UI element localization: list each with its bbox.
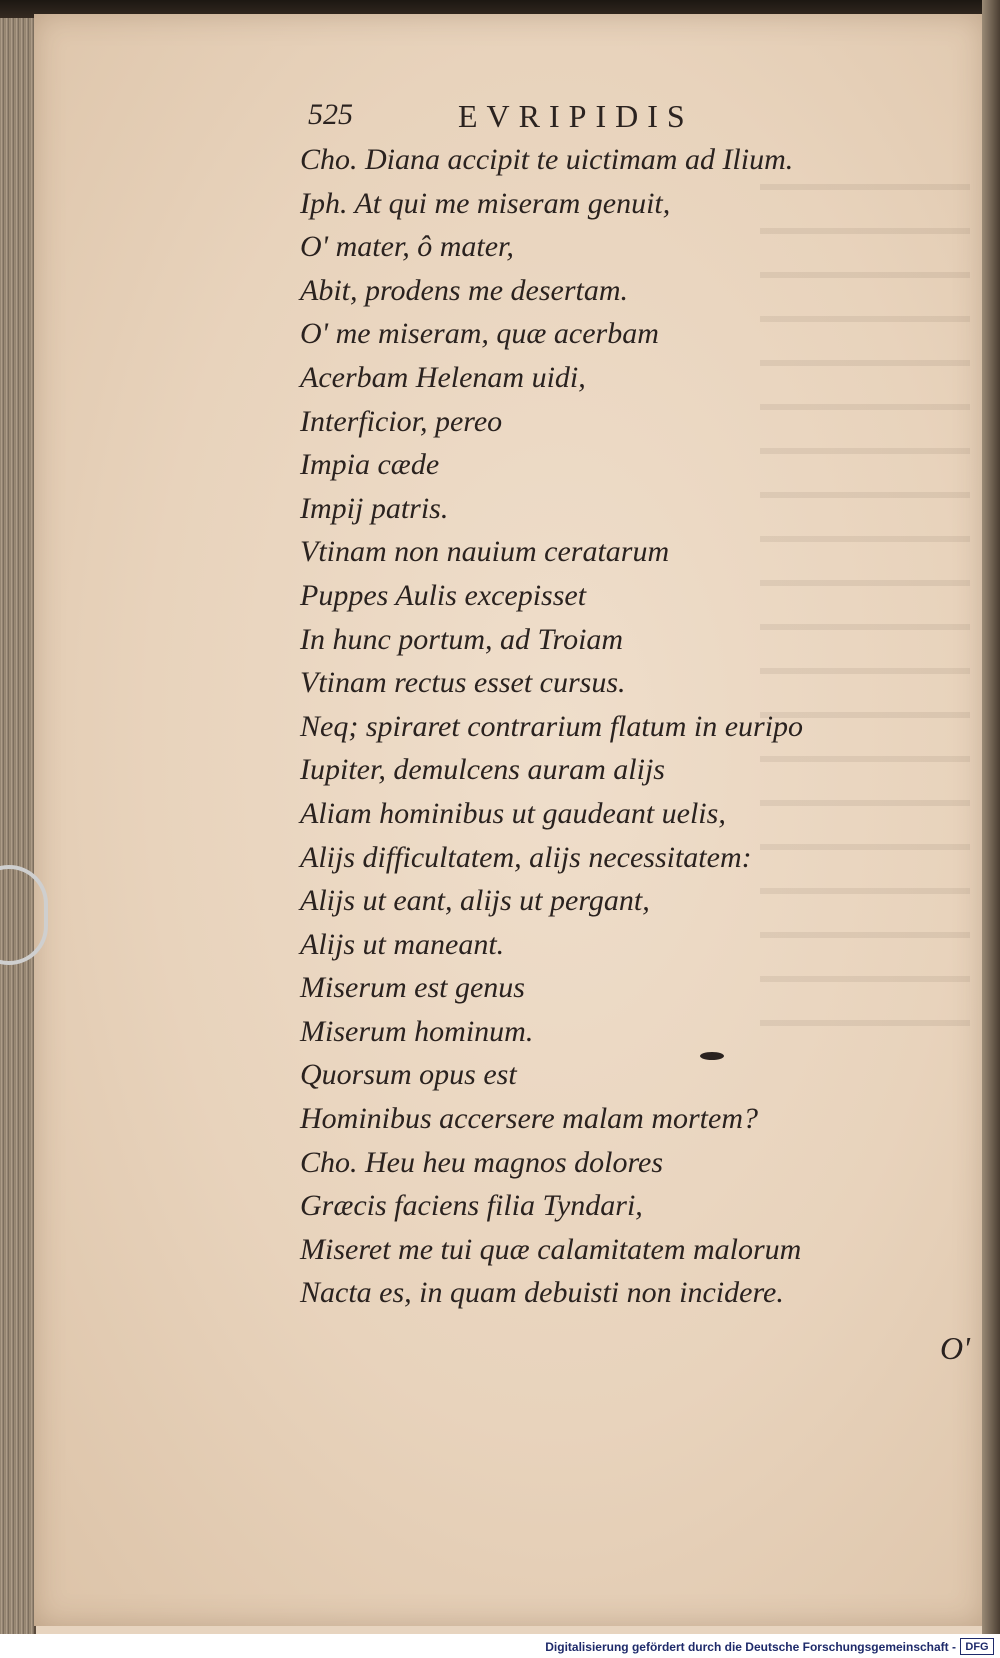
verse-line: Puppes Aulis excepisset <box>300 578 587 612</box>
verse-line: Cho. Heu heu magnos dolores <box>300 1145 664 1179</box>
page-right-edge <box>982 0 1000 1640</box>
verse-line: Neq; spiraret contrarium flatum in euripo <box>300 709 804 743</box>
verse-line: Iph. At qui me miseram genuit, <box>300 186 671 220</box>
verse-line: O' me miseram, quæ acerbam <box>300 317 659 351</box>
verse-line: Aliam hominibus ut gaudeant uelis, <box>300 796 726 830</box>
verse-line: Iupiter, demulcens auram alijs <box>300 753 665 787</box>
verse-line: Vtinam rectus esset cursus. <box>300 666 626 700</box>
verse-line: Impij patris. <box>300 491 449 525</box>
verse-line: Alijs difficultatem, alijs necessitatem: <box>300 840 752 874</box>
verse-line: Nacta es, in quam debuisti non incidere. <box>300 1276 784 1310</box>
verse-line: Abit, prodens me desertam. <box>300 273 629 307</box>
page-header <box>308 98 808 142</box>
page-stack-edge <box>0 18 36 1638</box>
ink-blot <box>700 1052 724 1060</box>
dfg-logo: DFG <box>960 1638 994 1655</box>
verse-line: Interficior, pereo <box>300 404 503 438</box>
verse-line: Miseret me tui quæ calamitatem malorum <box>300 1232 802 1266</box>
verse-line: Cho. Diana accipit te uictimam ad Ilium. <box>300 143 794 176</box>
verse-line: Quorsum opus est <box>300 1058 517 1092</box>
page-number: 525 <box>308 98 353 131</box>
verse-line: In hunc portum, ad Troiam <box>300 622 624 656</box>
footer-bar <box>0 1634 1000 1658</box>
verse-line: Hominibus accersere malam mortem? <box>300 1102 758 1136</box>
verse-line: Miserum est genus <box>300 971 525 1005</box>
verse-line: Alijs ut maneant. <box>300 927 505 961</box>
verse-line: Græcis faciens filia Tyndari, <box>300 1189 643 1223</box>
running-head: EVRIPIDIS <box>458 98 694 134</box>
verse-line: Acerbam Helenam uidi, <box>300 360 586 394</box>
verse-text-block <box>300 138 880 1315</box>
verse-line: Miserum hominum. <box>300 1014 534 1048</box>
verse-line: Vtinam non nauium ceratarum <box>300 535 670 569</box>
verse-line: Impia cæde <box>300 448 440 482</box>
digitization-credit: Digitalisierung gefördert durch die Deutsche Forschungsgemeinschaft - <box>545 1640 956 1654</box>
verse-line: Alijs ut eant, alijs ut pergant, <box>300 884 650 918</box>
verse-line: O' mater, ô mater, <box>300 230 514 264</box>
catchword: O' <box>940 1330 970 1366</box>
